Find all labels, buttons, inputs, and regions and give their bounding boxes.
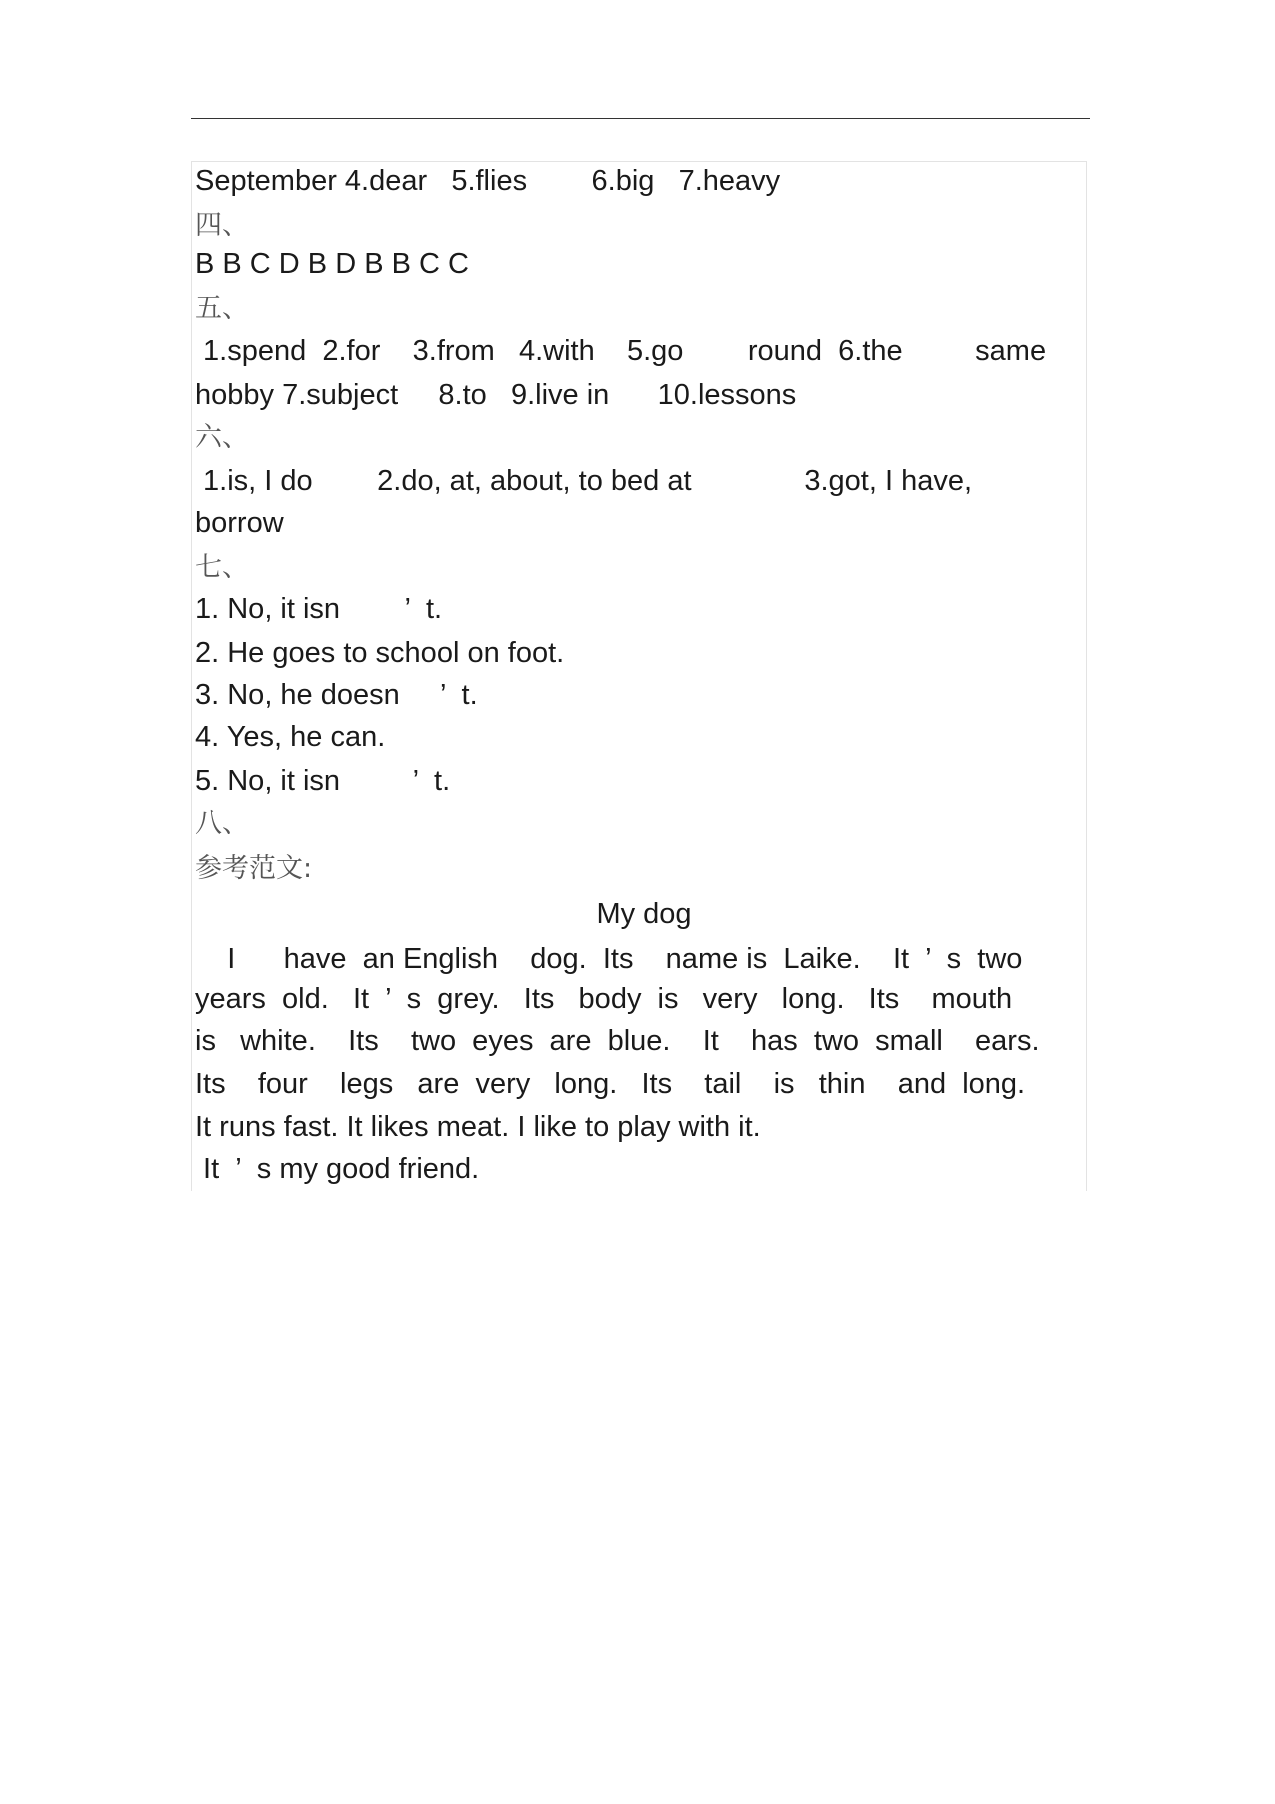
section-6-heading: 六、	[195, 422, 249, 453]
section-7-answer: 5. No, it isn ’ t.	[195, 765, 451, 797]
essay-line: years old. It ’ s grey. Its body is very long. Its mouth	[195, 983, 1013, 1015]
section-5-heading: 五、	[195, 293, 249, 324]
section-7-answer: 4. Yes, he can.	[195, 721, 386, 753]
section-7-answer: 2. He goes to school on foot.	[195, 637, 565, 669]
essay-line: I have an English dog. Its name is Laike. It ’ s two	[195, 943, 1023, 975]
essay-line: It runs fast. It likes meat. I like to play with it.	[195, 1111, 761, 1143]
essay-line: is white. Its two eyes are blue. It has two small ears.	[195, 1025, 1040, 1057]
essay-title: My dog	[596, 898, 692, 930]
section-4-heading: 四、	[195, 210, 249, 241]
header-rule	[191, 118, 1090, 119]
section-7-answer: 1. No, it isn ’ t.	[195, 593, 443, 625]
section-3-continuation: September 4.dear 5.flies 6.big 7.heavy	[195, 165, 781, 197]
section-4-answers: B B C D B D B B C C	[195, 248, 469, 280]
essay-label: 参考范文:	[195, 853, 313, 884]
section-7-heading: 七、	[195, 552, 249, 583]
essay-line: Its four legs are very long. Its tail is thin and long.	[195, 1068, 1026, 1100]
section-8-heading: 八、	[195, 808, 249, 839]
section-5-line-2: hobby 7.subject 8.to 9.live in 10.lessons	[195, 379, 797, 411]
answer-key	[191, 161, 1087, 1191]
section-6-line-2: borrow	[195, 507, 284, 539]
section-7-answer: 3. No, he doesn ’ t.	[195, 679, 478, 711]
section-5-line-1: 1.spend 2.for 3.from 4.with 5.go round 6.the same	[195, 335, 1047, 367]
essay-closing: It ’ s my good friend.	[195, 1153, 480, 1185]
section-6-line-1: 1.is, I do 2.do, at, about, to bed at 3.got, I have,	[195, 465, 973, 497]
